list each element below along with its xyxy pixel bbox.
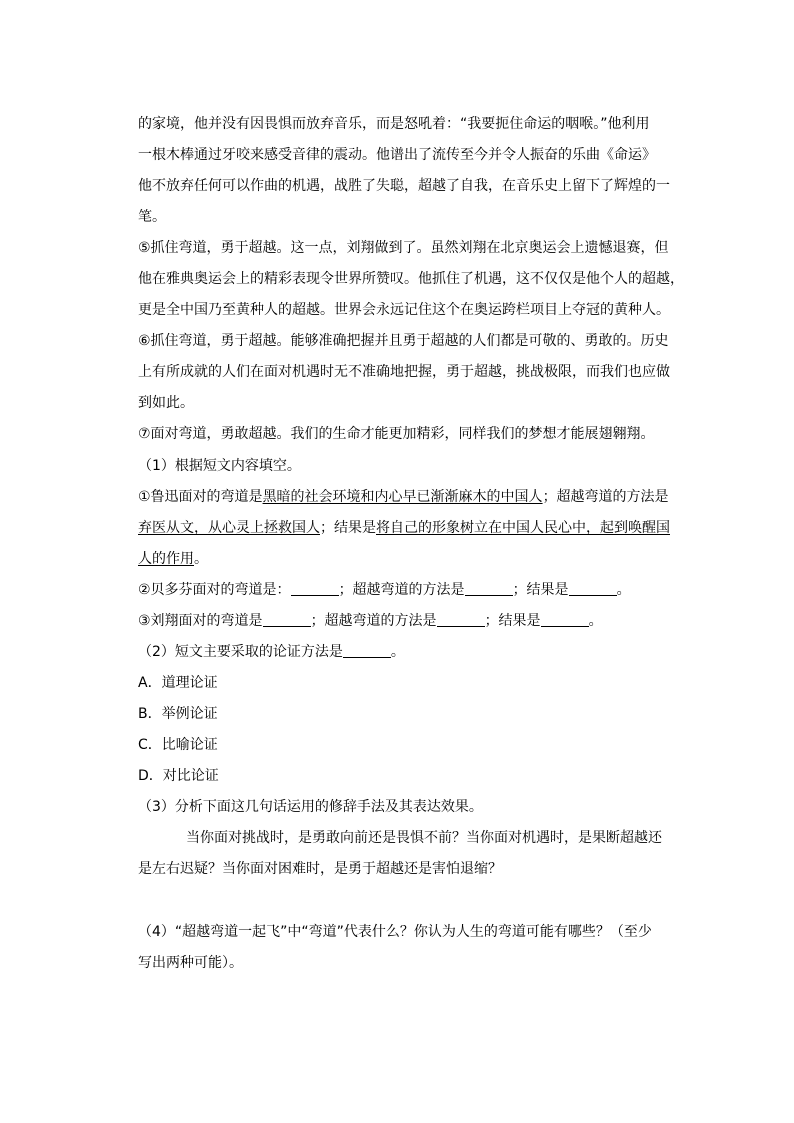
liuxiang-prefix: ③刘翔面对的弯道是: [138, 613, 263, 629]
paragraph-5-line-3: 更是全中国乃至黄种人的超越。世界会永远记住这个在奥运跨栏项目上夺冠的黄种人。: [138, 302, 670, 318]
liuxiang-result-blank[interactable]: [541, 612, 589, 627]
question-1-title: （1）根据短文内容填空。: [138, 458, 301, 474]
paragraph-6-line-3: 到如此。: [138, 395, 194, 411]
answer-luxun-mid-2: ；结果是: [320, 520, 376, 536]
paragraph-7: ⑦面对弯道，勇敢超越。我们的生命才能更加精彩，同样我们的梦想才能展翅翱翔。: [138, 426, 655, 442]
liuxiang-curve-blank[interactable]: [263, 612, 311, 627]
answer-luxun-curve: 黑暗的社会环境和内心早已渐渐麻木的中国人: [262, 489, 543, 505]
beethoven-result-label: ；结果是: [512, 582, 569, 598]
answer-luxun-line-2: [138, 518, 670, 538]
passage-line-2: 一根木棒通过牙咬来感受音律的震动。他谱出了流传至今并令人振奋的乐曲《命运》: [138, 147, 656, 163]
blank-liuxiang-line: [138, 611, 603, 631]
beethoven-method-label: ；超越弯道的方法是: [338, 582, 465, 598]
option-c[interactable]: C．比喻论证: [138, 737, 218, 753]
question-2-title: [138, 642, 405, 662]
liuxiang-end: 。: [588, 613, 603, 629]
answer-luxun-result-part-2: 人的作用: [138, 551, 194, 567]
answer-luxun-mid-1: ；超越弯道的方法是: [542, 489, 669, 505]
question-2-end: 。: [390, 644, 405, 660]
option-b[interactable]: B．举例论证: [138, 706, 218, 722]
beethoven-end: 。: [616, 582, 631, 598]
beethoven-curve-blank[interactable]: [291, 581, 339, 596]
question-4-line-1: （4）“超越弯道一起飞”中“弯道”代表什么？你认为人生的弯道可能有哪些？（至少: [138, 924, 652, 940]
passage-line-3: 他不放弃任何可以作曲的机遇，战胜了失聪，超越了自我，在音乐史上留下了辉煌的一: [138, 178, 670, 194]
beethoven-method-blank[interactable]: [465, 581, 513, 596]
option-d[interactable]: D．对比论证: [138, 768, 219, 784]
passage-line-4: 笔。: [138, 209, 166, 225]
liuxiang-method-blank[interactable]: [437, 612, 485, 627]
question-3-quote-line-2: 是左右迟疑？当你面对困难时，是勇于超越还是害怕退缩？: [138, 861, 502, 877]
paragraph-5-line-2: 他在雅典奥运会上的精彩表现令世界所赞叹。他抓住了机遇，这不仅仅是他个人的超越，: [138, 271, 684, 287]
beethoven-result-blank[interactable]: [569, 581, 617, 596]
question-4-line-2: 写出两种可能）。: [138, 955, 243, 971]
question-2-blank[interactable]: [343, 643, 391, 658]
option-a[interactable]: A．道理论证: [138, 675, 218, 691]
answer-luxun-result-part-1: 将自己的形象树立在中国人民心中，起到唤醒国: [376, 520, 670, 536]
blank-beethoven-line: [138, 580, 631, 600]
question-2-text: （2）短文主要采取的论证方法是: [138, 644, 343, 660]
passage-line-1: 的家境，他并没有因畏惧而放弃音乐，而是怒吼着：“我要扼住命运的咽喉。”他利用: [138, 116, 650, 132]
liuxiang-result-label: ；结果是: [484, 613, 541, 629]
beethoven-prefix: ②贝多芬面对的弯道是：: [138, 582, 291, 598]
question-3-quote-line-1: 当你面对挑战时，是勇敢向前还是畏惧不前？当你面对机遇时，是果断超越还: [186, 830, 662, 846]
answer-luxun-end: 。: [194, 551, 208, 567]
answer-luxun-line-3: [138, 549, 208, 569]
question-3-title: （3）分析下面这几句话运用的修辞手法及其表达效果。: [138, 799, 483, 815]
answer-luxun-prefix: ①鲁迅面对的弯道是: [138, 489, 263, 505]
answer-luxun-line-1: [138, 487, 669, 507]
liuxiang-method-label: ；超越弯道的方法是: [310, 613, 437, 629]
paragraph-5-line-1: ⑤抓住弯道，勇于超越。这一点，刘翔做到了。虽然刘翔在北京奥运会上遗憾退赛，但: [138, 240, 669, 256]
paragraph-6-line-2: 上有所成就的人们在面对机遇时无不准确地把握，勇于超越，挑战极限，而我们也应做: [138, 364, 670, 380]
paragraph-6-line-1: ⑥抓住弯道，勇于超越。能够准确把握并且勇于超越的人们都是可敬的、勇敢的。历史: [138, 333, 669, 349]
answer-luxun-method: 弃医从文，从心灵上拯救国人: [138, 520, 320, 536]
